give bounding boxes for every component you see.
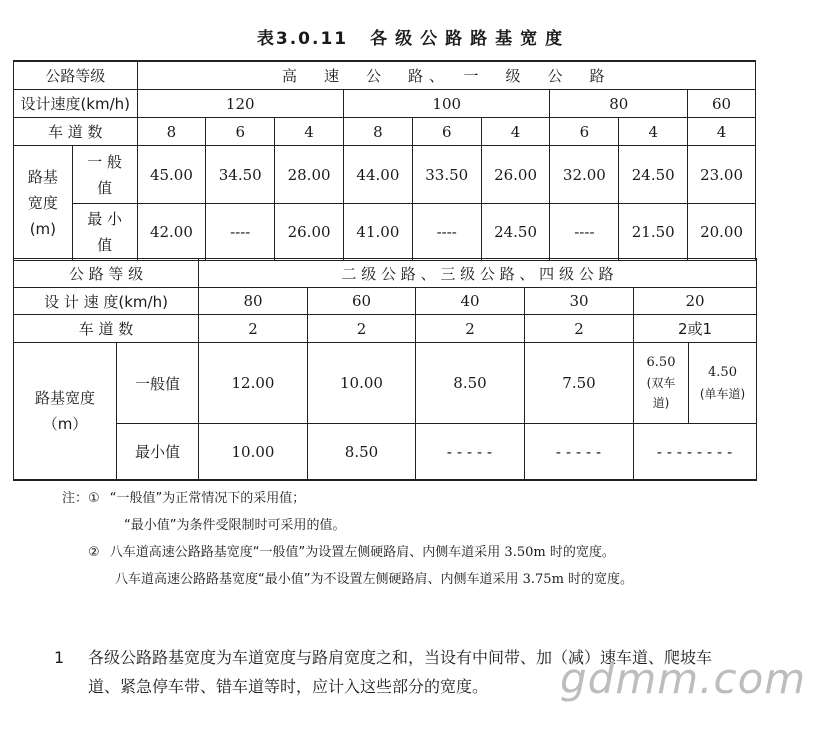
grade-value: 高 速 公 路、 一 级 公 路	[137, 61, 756, 90]
lanes-cell: 2	[416, 315, 525, 343]
width-table-highway	[13, 60, 756, 261]
speed-cell: 60	[308, 288, 416, 315]
min-value: 20.00	[688, 204, 756, 261]
general-value: 45.00	[137, 146, 206, 204]
note-3: ② 八车道高速公路路基宽度“一般值”为设置左侧硬路肩、内侧车道采用 3.50m 时的宽度。	[88, 545, 615, 560]
lanes-cell: 6	[550, 118, 619, 146]
width-label: 路基 宽度 (m)	[14, 146, 73, 261]
min-value: -----	[525, 424, 634, 481]
general-value: 32.00	[550, 146, 619, 204]
note-1: 注：① “一般值”为正常情况下的采用值；	[62, 491, 306, 506]
general-value: 28.00	[275, 146, 344, 204]
table-number: 表3.0.11	[256, 29, 349, 49]
min-value: 24.50	[481, 204, 550, 261]
speed-cell: 100	[343, 90, 549, 118]
min-value: ----	[412, 204, 481, 261]
lanes-cell: 4	[481, 118, 550, 146]
general-value: 26.00	[481, 146, 550, 204]
lanes-cell: 4	[275, 118, 344, 146]
speed-label: 设 计 速 度(km/h)	[14, 288, 199, 315]
general-label: 一 般 值	[72, 146, 137, 204]
lanes-cell: 4	[688, 118, 756, 146]
lanes-cell: 6	[206, 118, 275, 146]
lanes-cell: 2或1	[634, 315, 757, 343]
min-label: 最小值	[117, 424, 199, 481]
general-value: 23.00	[688, 146, 756, 204]
general-value: 12.00	[199, 343, 308, 424]
paragraph-number: 1	[54, 648, 65, 667]
min-value: -----	[416, 424, 525, 481]
min-value: 42.00	[137, 204, 206, 261]
general-value-double-lane: 6.50 (双车 道)	[634, 343, 689, 424]
lanes-cell: 6	[412, 118, 481, 146]
speed-cell: 120	[137, 90, 343, 118]
grade-label: 公路等级	[14, 61, 138, 90]
note-prefix: 注：①	[62, 491, 100, 506]
min-value: 21.50	[619, 204, 688, 261]
min-value: ----	[206, 204, 275, 261]
paragraph-line-2: 道、紧急停车带、错车道等时，应计入这些部分的宽度。	[88, 677, 489, 696]
speed-label: 设计速度(km/h)	[14, 90, 138, 118]
general-value: 8.50	[416, 343, 525, 424]
lanes-label: 车 道 数	[14, 315, 199, 343]
min-value: 41.00	[343, 204, 412, 261]
general-label: 一般值	[117, 343, 199, 424]
lanes-cell: 4	[619, 118, 688, 146]
min-value: ----	[550, 204, 619, 261]
speed-cell: 40	[416, 288, 525, 315]
speed-cell: 80	[550, 90, 688, 118]
general-value: 44.00	[343, 146, 412, 204]
width-label: 路基宽度 （m）	[14, 343, 117, 481]
note-4: 八车道高速公路路基宽度“最小值”为不设置左侧硬路肩、内侧车道采用 3.75m 时的宽度。	[115, 572, 634, 587]
lanes-cell: 2	[199, 315, 308, 343]
general-value: 33.50	[412, 146, 481, 204]
speed-cell: 80	[199, 288, 308, 315]
speed-cell: 20	[634, 288, 757, 315]
min-value: 10.00	[199, 424, 308, 481]
min-value: 8.50	[308, 424, 416, 481]
lanes-cell: 8	[343, 118, 412, 146]
general-value: 7.50	[525, 343, 634, 424]
paragraph-line-1: 各级公路路基宽度为车道宽度与路肩宽度之和，当设有中间带、加（减）速车道、爬坡车	[88, 648, 713, 667]
general-value: 34.50	[206, 146, 275, 204]
note-2: “最小值”为条件受限制时可采用的值。	[124, 518, 346, 533]
watermark: gdmm.com	[560, 654, 807, 703]
lanes-cell: 2	[525, 315, 634, 343]
min-label: 最 小 值	[72, 204, 137, 261]
grade-label: 公 路 等 级	[14, 259, 199, 288]
general-value-single-lane: 4.50 (单车道)	[689, 343, 757, 424]
table-title	[0, 24, 827, 49]
lanes-label: 车 道 数	[14, 118, 138, 146]
min-value: 26.00	[275, 204, 344, 261]
min-value: --------	[634, 424, 757, 481]
general-value: 24.50	[619, 146, 688, 204]
speed-cell: 60	[688, 90, 756, 118]
width-table-secondary	[13, 258, 757, 481]
general-value: 10.00	[308, 343, 416, 424]
speed-cell: 30	[525, 288, 634, 315]
lanes-cell: 2	[308, 315, 416, 343]
grade-value: 二 级 公 路 、 三 级 公 路 、 四 级 公 路	[199, 259, 757, 288]
lanes-cell: 8	[137, 118, 206, 146]
table-caption: 各级公路路基宽度	[370, 29, 571, 49]
